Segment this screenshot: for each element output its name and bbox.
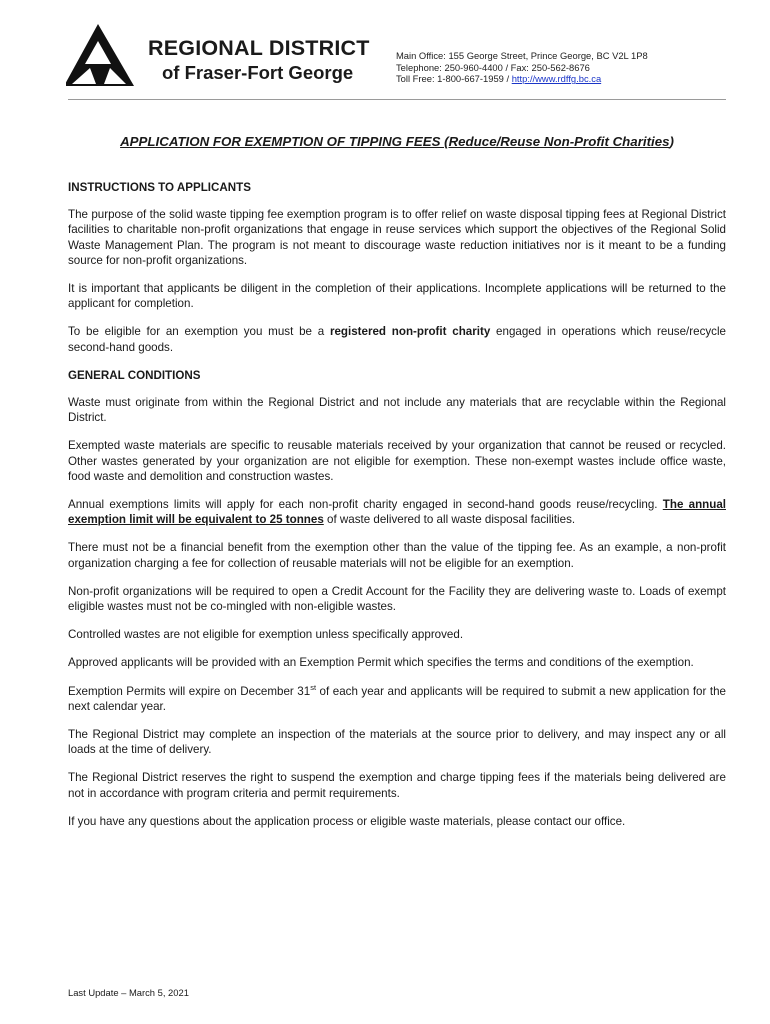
condition-5: Non-profit organizations will be required to open a Credit Account for the Facility they are delivering waste to. Loads of exempt eligible wastes must not be co-mingled with non-eligible wastes. — [68, 584, 726, 614]
contact-info — [396, 50, 648, 85]
header-divider — [68, 99, 726, 100]
org-logo — [66, 24, 386, 90]
condition-1: Waste must originate from within the Regional District and not include any materials that are recyclable within the Regional District. — [68, 396, 726, 425]
toll-free-text: Toll Free: 1-800-667-1959 / — [396, 73, 512, 85]
condition-2: Exempted waste materials are specific to reusable materials received by your organization that cannot be reused or recycled. Other wastes generated by your organization are not eligible for exemption. These non-exempt wastes include office waste, food waste and demolition and construction wastes. — [68, 439, 726, 483]
page-title-close: ) — [669, 134, 674, 149]
condition-8 — [68, 684, 726, 714]
condition-3-emphasis-c: equivalent to 25 tonnes — [194, 513, 324, 527]
org-name-line1: REGIONAL DISTRICT — [148, 36, 370, 60]
office-address: Main Office: 155 George Street, Prince George, BC V2L 1P8 — [396, 50, 648, 61]
condition-3-emphasis-b: The annual exemption limit will be — [68, 498, 726, 527]
condition-7: Approved applicants will be provided with an Exemption Permit which specifies the terms and conditions of the exemption. — [68, 656, 694, 670]
page-title — [68, 134, 726, 149]
toll-free-line — [396, 73, 648, 85]
document-body — [68, 180, 726, 842]
website-link[interactable]: http://www.rdffg.bc.ca — [511, 73, 602, 85]
condition-8-text-a: Exemption Permits will expire on December 31 — [68, 684, 311, 698]
condition-3-text-d: of waste delivered to all waste disposal facilities. — [323, 513, 576, 527]
condition-4: There must not be a financial benefit from the exemption other than the value of the tipping fee. As an example, a non-profit organization charging a fee for collection of reusable materials will not be eligible for an exemption. — [68, 541, 726, 570]
eligibility-emphasis: registered non-profit charity — [329, 325, 491, 339]
page-title-text: APPLICATION FOR EXEMPTION OF TIPPING FEES (Reduce/Reuse Non-Profit Charities — [120, 134, 670, 149]
last-update-footer: Last Update – March 5, 2021 — [68, 987, 189, 998]
regional-district-triangle-logo-icon — [66, 24, 138, 88]
condition-3 — [68, 497, 726, 527]
instructions-paragraph-3 — [68, 324, 726, 354]
condition-6: Controlled wastes are not eligible for exemption unless specifically approved. — [68, 628, 464, 642]
condition-10: The Regional District reserves the right to suspend the exemption and charge tipping fees if the materials being delivered are not in accordance with program criteria and permit requirements. — [68, 771, 726, 800]
condition-8-superscript: st — [310, 682, 317, 692]
condition-8-text-b: of each year and applicants will be required to submit a new application for the next calendar year. — [68, 684, 726, 713]
condition-9: The Regional District may complete an inspection of the materials at the source prior to delivery, and may inspect any or all loads at the time of delivery. — [68, 728, 726, 757]
instructions-paragraph-1: The purpose of the solid waste tipping fee exemption program is to offer relief on waste disposal tipping fees at Regional District facilities to charitable non-profit organizations that engage in reuse services which support the objectives of the Regional Solid Waste Management Plan. The program is not meant to discourage waste reduction initiatives nor is it meant to be a funding source for non-profit organizations. — [68, 208, 726, 267]
condition-3-text-a: Annual exemptions limits will apply for each non-profit charity engaged in second-hand goods reuse/recycling. — [68, 498, 663, 512]
eligibility-text-a: To be eligible for an exemption you must be a — [68, 325, 330, 339]
eligibility-text-c: engaged in operations which reuse/recycle second-hand goods. — [68, 325, 727, 354]
org-name-line2: of Fraser-Fort George — [162, 62, 354, 83]
phone-fax: Telephone: 250-960-4400 / Fax: 250-562-8676 — [396, 61, 590, 73]
condition-11: If you have any questions about the application process or eligible waste materials, please contact our office. — [68, 814, 626, 828]
instructions-paragraph-2: It is important that applicants be diligent in the completion of their applications. Incomplete applications will be returned to the applicant for completion. — [68, 282, 726, 311]
instructions-heading: INSTRUCTIONS TO APPLICANTS — [68, 181, 251, 194]
conditions-heading: GENERAL CONDITIONS — [68, 368, 201, 382]
